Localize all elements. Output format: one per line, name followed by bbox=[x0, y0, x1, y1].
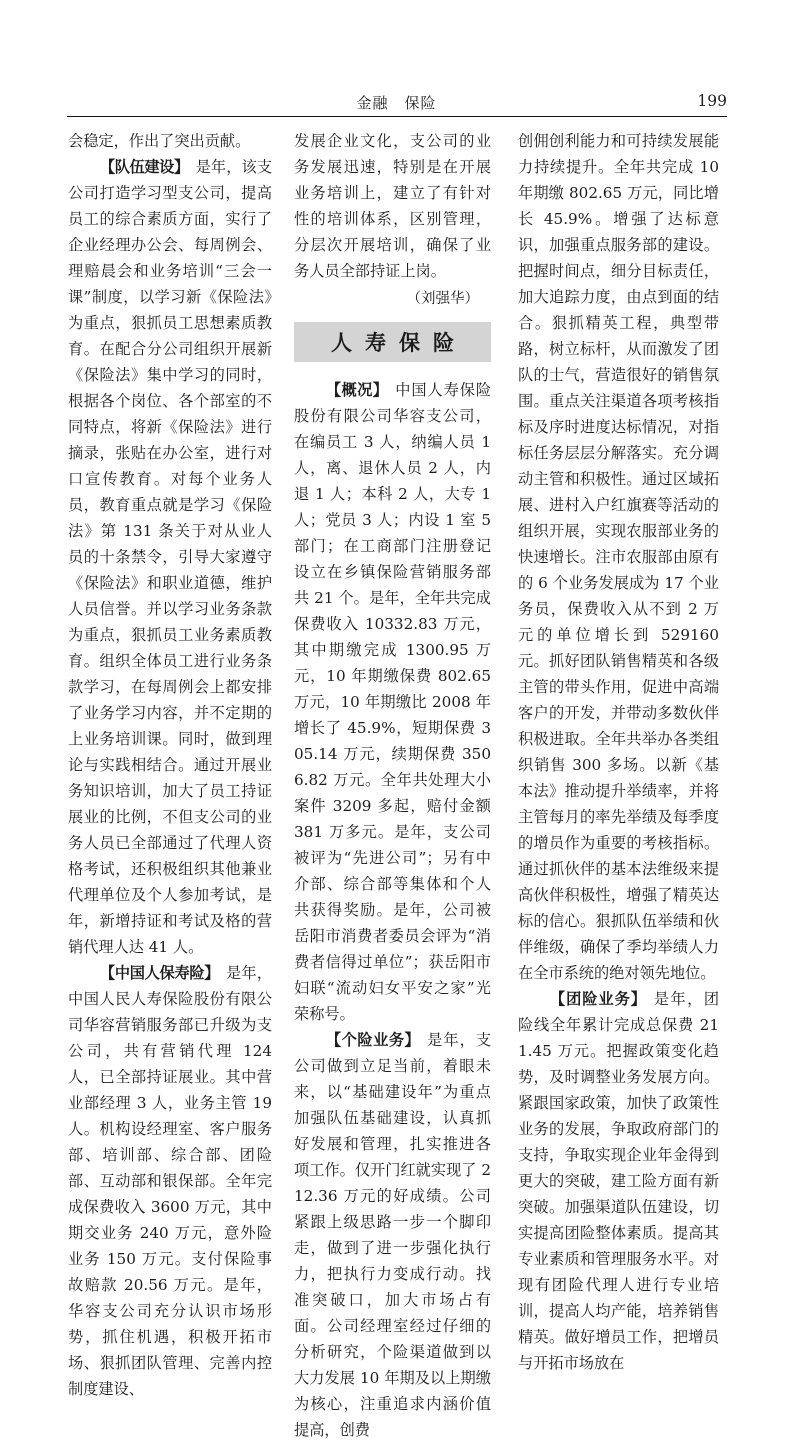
text-column-2 bbox=[294, 128, 491, 1443]
entry-heading: 【中国人保寿险】 bbox=[99, 964, 220, 982]
entry-paragraph: 【概况】 中国人寿保险股份有限公司华容支公司，在编员工 3 人，纳编人员 1 人，离、退休人员 2 人，内退 1 人；本科 2 人，大专 1 人；党员 3 人；内设 1 室 5 部门；在工商部门注册登记设立在乡镇保险营销服务部共 21 个。是年，全年共完成保费收入 10332.83 万元，其中期缴完成 1300.95 万元，10 年期缴保费 802.65 万元，10 年期缴比 2008 年增长了 45.9%，短期保费 305.14 万元，续期保费 3506.82 万元。全年共处理大小案件 3209 多起，赔付金额 381 万多元。是年，支公司被评为“先进公司”；另有中介部、综合部等集体和个人共获得奖励。是年，公司被岳阳市消费者委员会评为“消费者信得过单位”；获岳阳市妇联“流动妇女平安之家”光荣称号。 bbox=[294, 381, 492, 1023]
entry-paragraph: 【个险业务】 是年，支公司做到立足当前，着眼未来，以“基础建设年”为重点加强队伍基础建设，认真抓好发展和管理，扎实推进各项工作。仅开门红就实现了 212.36 万元的好成绩。公司紧跟上级思路一步一个脚印走，做到了进一步强化执行力，把执行力变成行动。找准突破口，加大市场占有面。公司经理室经过仔细的分析研究，个险渠道做到以大力发展 10 年期及以上期缴为核心，注重追求内涵价值提高，创费 bbox=[294, 1031, 492, 1439]
section-heading-text: 人寿保险 bbox=[331, 331, 467, 355]
entry-heading: 【队伍建设】 bbox=[99, 158, 189, 176]
header-rule bbox=[67, 116, 727, 117]
running-header-title: 金融 保险 bbox=[356, 94, 437, 112]
entry-paragraph: 【团险业务】 是年，团险线全年累计完成总保费 211.45 万元。把握政策变化趋势，及时调整业务发展方向。紧跟国家政策，加快了政策性业务的发展，争取政府部门的支持，争取实现企业年金得到更大的突破，建工险方面有新突破。加强渠道队伍建设，切实提高团险整体素质。提高其专业素质和管理服务水平。对现有团险代理人进行专业培训，提高人均产能，培养销售精英。做好增员工作，把增员与开拓市场放在 bbox=[518, 990, 720, 1372]
continuation-paragraph: 发展企业文化，支公司的业务发展迅速，特别是在开展业务培训上，建立了有针对性的培训体系，区别管理，分层次开展培训，确保了业务人员全部持证上岗。 bbox=[294, 132, 491, 280]
continuation-paragraph: 会稳定，作出了突出贡献。 bbox=[68, 132, 251, 150]
section-heading-box bbox=[294, 322, 491, 362]
text-column-3 bbox=[518, 128, 719, 1376]
entry-heading: 【团险业务】 bbox=[549, 990, 647, 1008]
page-number: 199 bbox=[697, 92, 727, 110]
entry-heading: 【个险业务】 bbox=[325, 1031, 421, 1049]
entry-heading: 【概况】 bbox=[325, 381, 389, 399]
entry-paragraph: 【中国人保寿险】 是年，中国人民人寿保险股份有限公司华容营销服务部已升级为支公司，共有营销代理 124 人，已全部持证展业。其中营业部经理 3 人，业务主管 19 人。机构设经理室、客户服务部、培训部、综合部、团险部、互动部和银保部。全年完成保费收入 3600 万元，其中期交业务 240 万元，意外险业务 150 万元。支付保险事故赔款 20.56 万元。是年，华容支公司充分认识市场形势，抓住机遇，积极开拓市场、狠抓团队管理、完善内控制度建设、 bbox=[68, 964, 273, 1398]
text-column-1 bbox=[68, 128, 272, 1402]
continuation-paragraph: 创佣创利能力和可持续发展能力持续提升。全年共完成 10 年期缴 802.65 万元，同比增长 45.9%。增强了达标意识，加强重点服务部的建设。把握时间点，细分目标责任，加大追踪力度，由点到面的结合。狠抓精英工程，典型带路，树立标杆，从而激发了团队的士气，营造很好的销售氛围。重点关注渠道各项考核指标及序时进度达标情况，对指标任务层层分解落实。充分调动主管和积极性。通过区域拓展、进村入户红旗赛等活动的组织开展，实现农服部业务的快速增长。注市农服部由原有的 6 个业务发展成为 17 个业务员，保费收入从不到 2 万元的单位增长到 529160 元。抓好团队销售精英和各级主管的带头作用，促进中高端客户的开发，并带动多数伙伴积极进取。全年共举办各类组织销售 300 多场。以新《基本法》推动提升举绩率，并将主管每月的率先举绩及每季度的增员作为重要的考核指标。通过抓伙伴的基本法维级来提高伙伴积极性，增强了精英达标的信心。狠抓队伍举绩和伙伴维级，确保了季均举绩人力在全市系统的绝对领先地位。 bbox=[518, 132, 719, 982]
entry-paragraph: 【队伍建设】 是年，该支公司打造学习型支公司，提高员工的综合素质方面，实行了企业经理办公会、每周例会、理赔晨会和业务培训“三会一课”制度，以学习新《保险法》为重点，狠抓员工思想素质教育。在配合分公司组织开展新《保险法》集中学习的同时，根据各个岗位、各个部室的不同特点，将新《保险法》进行摘录，张贴在办公室，进行对口宣传教育。对每个业务人员，教育重点就是学习《保险法》第 131 条关于对从业人员的十条禁令，引导大家遵守《保险法》和职业道德，维护人员信誉。并以学习业务条款为重点，狠抓员工业务素质教育。组织全体员工进行业务条款学习，在每周例会上都安排了业务学习内容，并不定期的上业务培训课。同时，做到理论与实践相结合。通过开展业务知识培训，加大了员工持证展业的比例，不但支公司的业务人员已全部通过了代理人资格考试，还积极组织其他兼业代理单位及个人参加考试，是年，新增持证和考试及格的营销代理人达 41 人。 bbox=[68, 158, 273, 956]
author-signature: （刘强华） bbox=[406, 291, 479, 307]
